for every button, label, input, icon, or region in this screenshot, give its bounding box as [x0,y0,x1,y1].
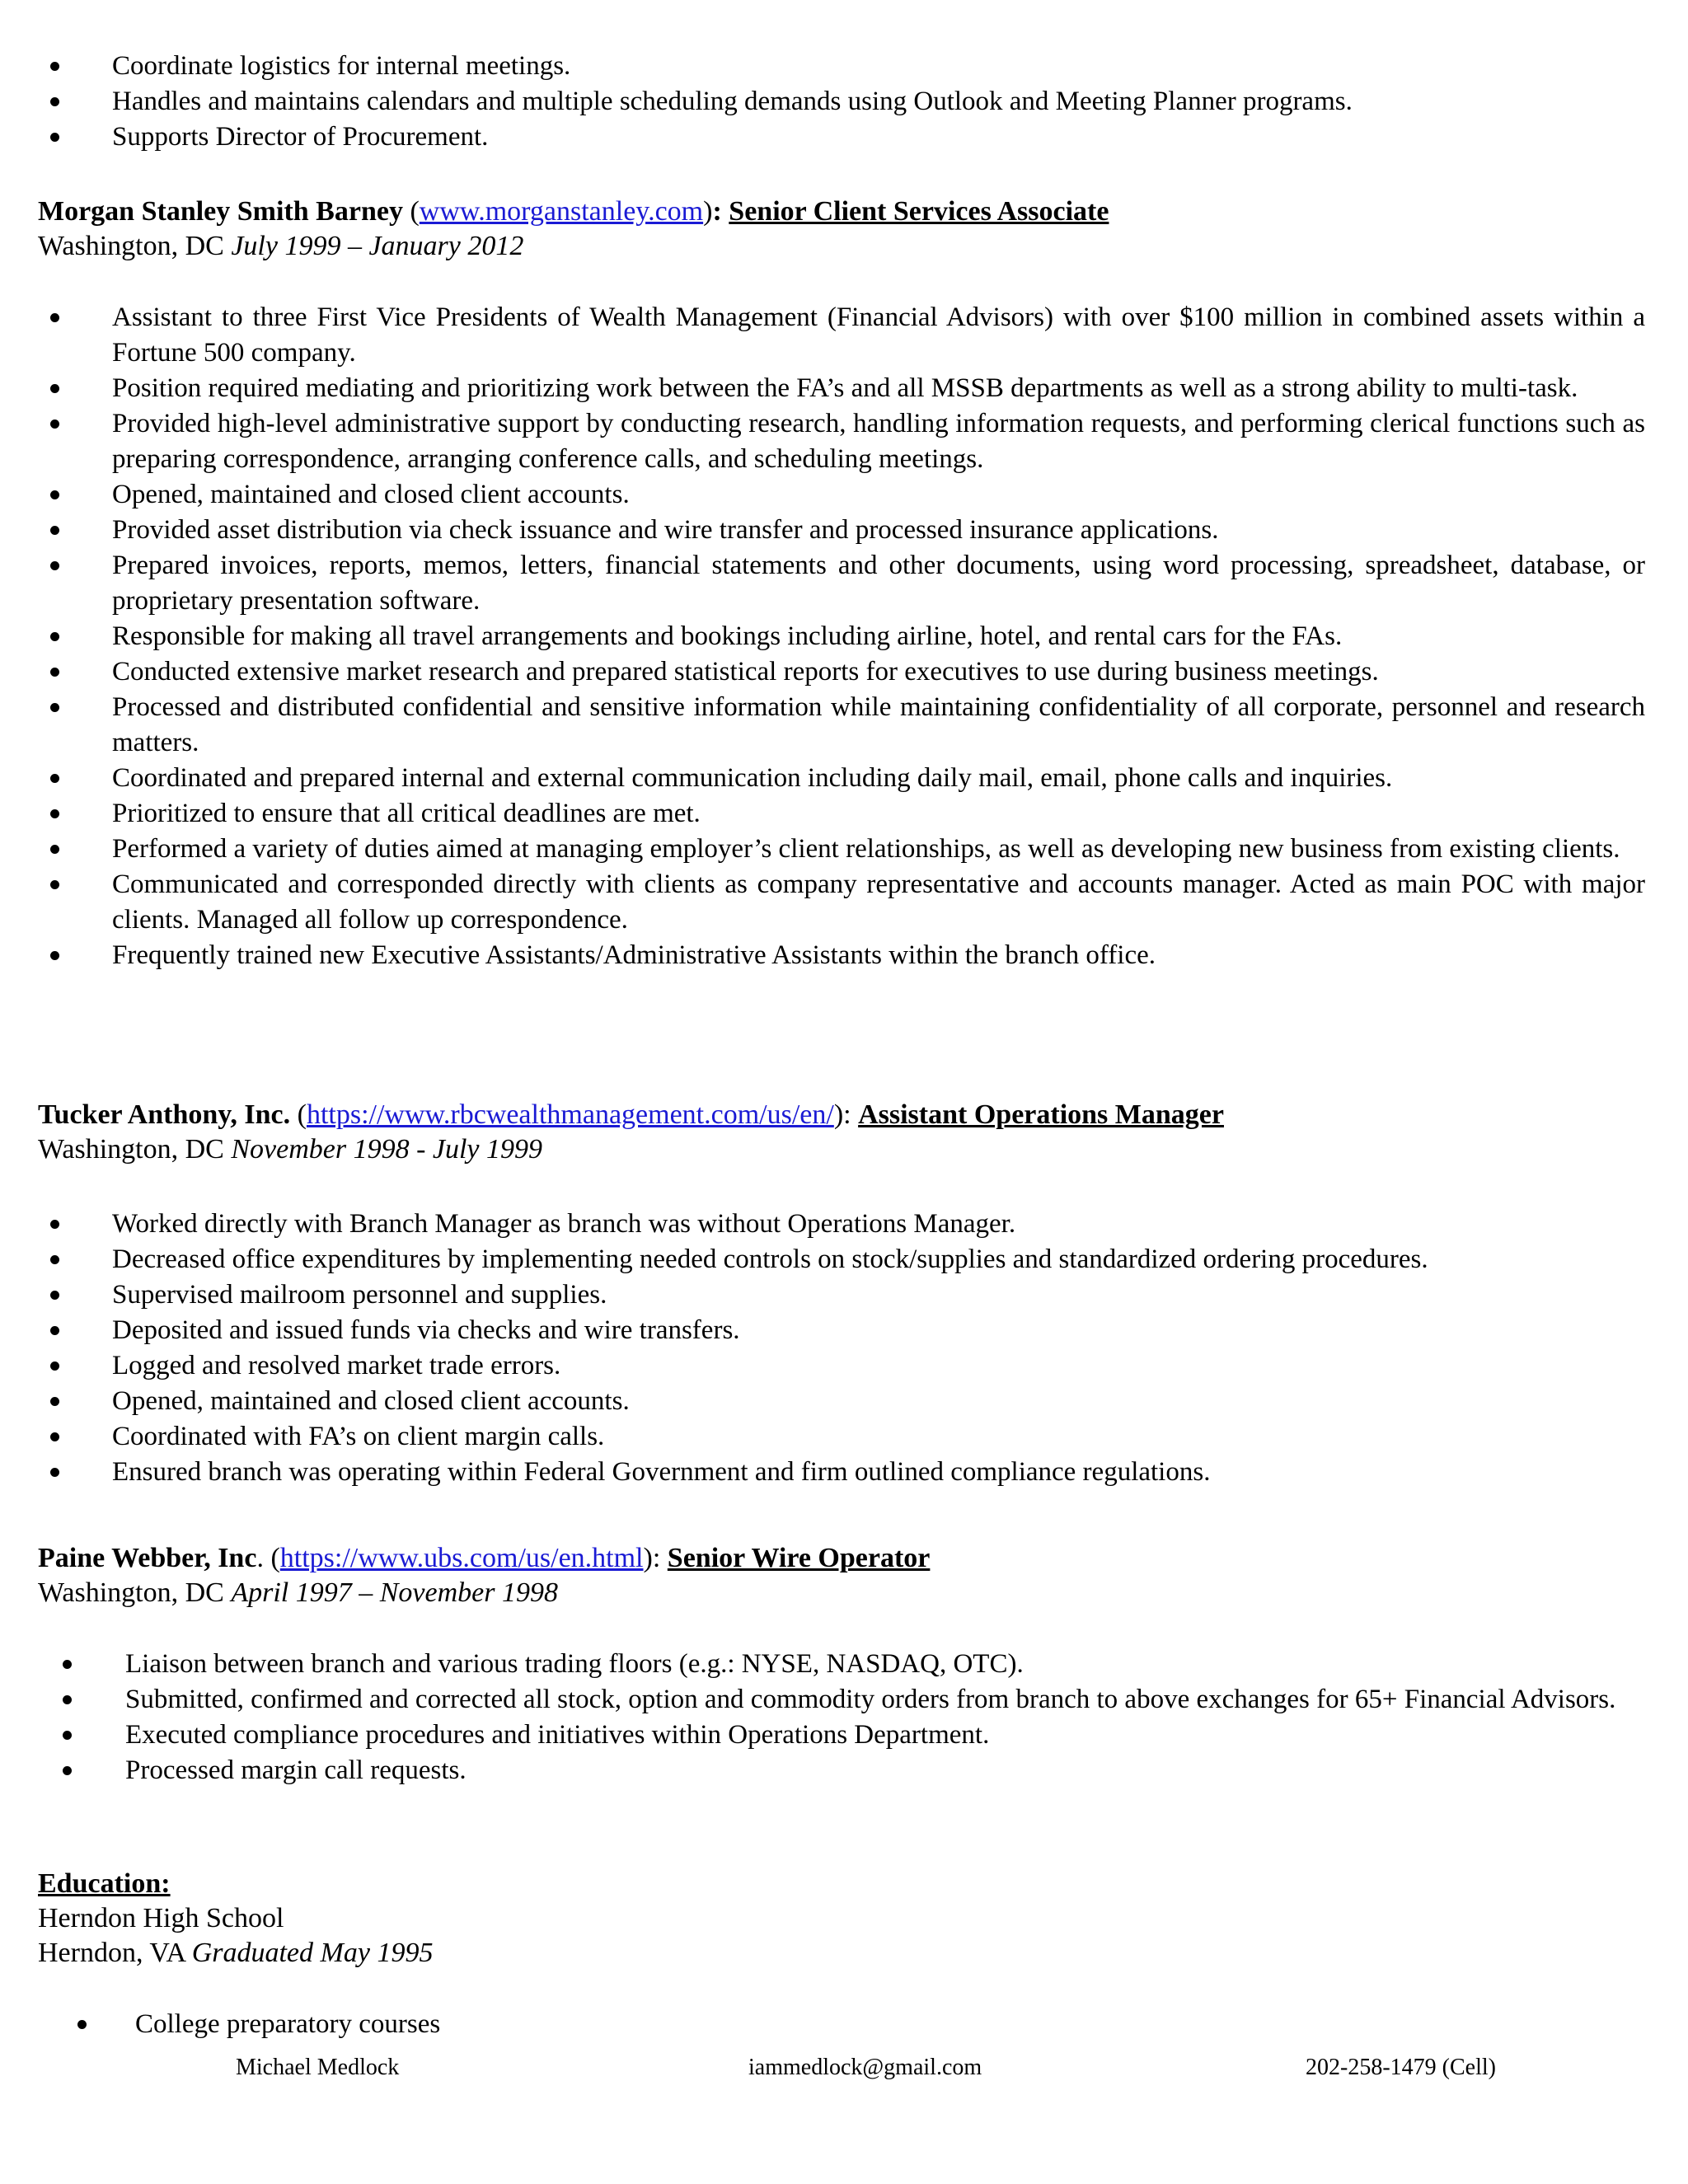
job-location-line [38,229,1645,264]
company-link[interactable]: www.morganstanley.com [419,196,704,227]
company-link[interactable]: https://www.rbcwealthmanagement.com/us/en/ [306,1099,834,1130]
company-name: Morgan Stanley Smith Barney [38,196,403,227]
school-location: Herndon, VA [38,1938,185,1968]
list-item: Provided high-level administrative support by conducting research, handling information requests, and performing clerical functions such as preparing correspondence, arranging conference calls, and scheduling meetings. [38,406,1645,477]
footer-phone: 202-258-1479 (Cell) [1306,2055,1496,2080]
list-item: College preparatory courses [38,2007,1645,2042]
job-dates: November 1998 - July 1999 [231,1134,543,1165]
list-item: Liaison between branch and various trading floors (e.g.: NYSE, NASDAQ, OTC). [38,1647,1645,1682]
education-section [38,1867,1645,2042]
list-item: Prioritized to ensure that all critical deadlines are met. [38,796,1645,832]
list-item: Conducted extensive market research and prepared statistical reports for executives to use during business meetings. [38,654,1645,690]
list-item: Deposited and issued funds via checks and wire transfers. [38,1313,1645,1348]
list-item: Opened, maintained and closed client accounts. [38,1384,1645,1419]
list-item: Processed margin call requests. [38,1753,1645,1788]
job-title: Assistant Operations Manager [858,1099,1224,1130]
job-location: Washington, DC [38,1577,224,1608]
list-item: Ensured branch was operating within Federal Government and firm outlined compliance regulations. [38,1455,1645,1490]
job-bullet-list [38,1647,1645,1788]
job-location: Washington, DC [38,1134,224,1165]
company-name: Tucker Anthony, Inc. [38,1099,291,1130]
list-item: Frequently trained new Executive Assistants/Administrative Assistants within the branch office. [38,938,1645,973]
school-name: Herndon High School [38,1903,284,1933]
footer-email: iammedlock@gmail.com [748,2055,982,2080]
company-name: Paine Webber, Inc [38,1543,257,1573]
list-item: Coordinated with FA’s on client margin calls. [38,1419,1645,1455]
list-item: Position required mediating and prioritizing work between the FA’s and all MSSB departments as well as a strong ability to multi-task. [38,371,1645,406]
job-dates: July 1999 – January 2012 [231,231,524,261]
job-header: Morgan Stanley Smith Barney (www.morganstanley.com): Senior Client Services Associate [38,196,1109,227]
job-title: Senior Wire Operator [667,1543,931,1573]
list-item: Supervised mailroom personnel and supplies. [38,1277,1645,1313]
intro-section [38,49,1645,155]
job-bullet-list [38,300,1645,973]
list-item: Opened, maintained and closed client accounts. [38,477,1645,513]
job-dates: April 1997 – November 1998 [231,1577,558,1608]
list-item: Processed and distributed confidential and sensitive information while maintaining confidentiality of all corporate, personnel and research matters. [38,690,1645,761]
graduation-date: Graduated May 1995 [191,1938,434,1968]
job-bullet-list [38,1207,1645,1490]
list-item: Prepared invoices, reports, memos, letters, financial statements and other documents, using word processing, spreadsheet, database, or proprietary presentation software. [38,548,1645,619]
school-location-line [38,1936,1645,1971]
intro-bullet-list [38,49,1645,155]
list-item: Submitted, confirmed and corrected all stock, option and commodity orders from branch to above exchanges for 65+ Financial Advisors. [38,1682,1645,1718]
list-item: Logged and resolved market trade errors. [38,1348,1645,1384]
list-item: Coordinate logistics for internal meetings. [38,49,1645,84]
footer-name: Michael Medlock [236,2055,400,2080]
education-bullet-list [38,2007,1645,2042]
job-morgan-stanley [38,194,1645,973]
list-item: Handles and maintains calendars and multiple scheduling demands using Outlook and Meeting Planner programs. [38,84,1645,120]
separator: : [843,1099,851,1130]
job-header: Paine Webber, Inc. (https://www.ubs.com/us/en.html): Senior Wire Operator [38,1543,931,1573]
list-item: Executed compliance procedures and initiatives within Operations Department. [38,1718,1645,1753]
job-header: Tucker Anthony, Inc. (https://www.rbcwealthmanagement.com/us/en/): Assistant Operations Manager [38,1099,1224,1130]
list-item: Performed a variety of duties aimed at managing employer’s client relationships, as well as developing new business from existing clients. [38,832,1645,867]
education-heading: Education: [38,1868,171,1899]
list-item: Communicated and corresponded directly with clients as company representative and accounts manager. Acted as main POC with major clients. Managed all follow up correspondence. [38,867,1645,938]
job-tucker-anthony [38,1098,1645,1490]
job-location: Washington, DC [38,231,224,261]
list-item: Assistant to three First Vice Presidents of Wealth Management (Financial Advisors) with over $100 million in combined assets within a Fortune 500 company. [38,300,1645,371]
company-link[interactable]: https://www.ubs.com/us/en.html [279,1543,644,1573]
job-paine-webber [38,1541,1645,1788]
separator: : [652,1543,661,1573]
job-location-line [38,1576,1645,1610]
list-item: Decreased office expenditures by implementing needed controls on stock/supplies and standardized ordering procedures. [38,1242,1645,1277]
list-item: Coordinated and prepared internal and external communication including daily mail, email, phone calls and inquiries. [38,761,1645,796]
list-item: Supports Director of Procurement. [38,120,1645,155]
separator: : [712,196,722,227]
list-item: Provided asset distribution via check issuance and wire transfer and processed insurance applications. [38,513,1645,548]
list-item: Responsible for making all travel arrangements and bookings including airline, hotel, and rental cars for the FAs. [38,619,1645,654]
job-location-line [38,1132,1645,1167]
list-item: Worked directly with Branch Manager as branch was without Operations Manager. [38,1207,1645,1242]
job-title: Senior Client Services Associate [729,196,1109,227]
